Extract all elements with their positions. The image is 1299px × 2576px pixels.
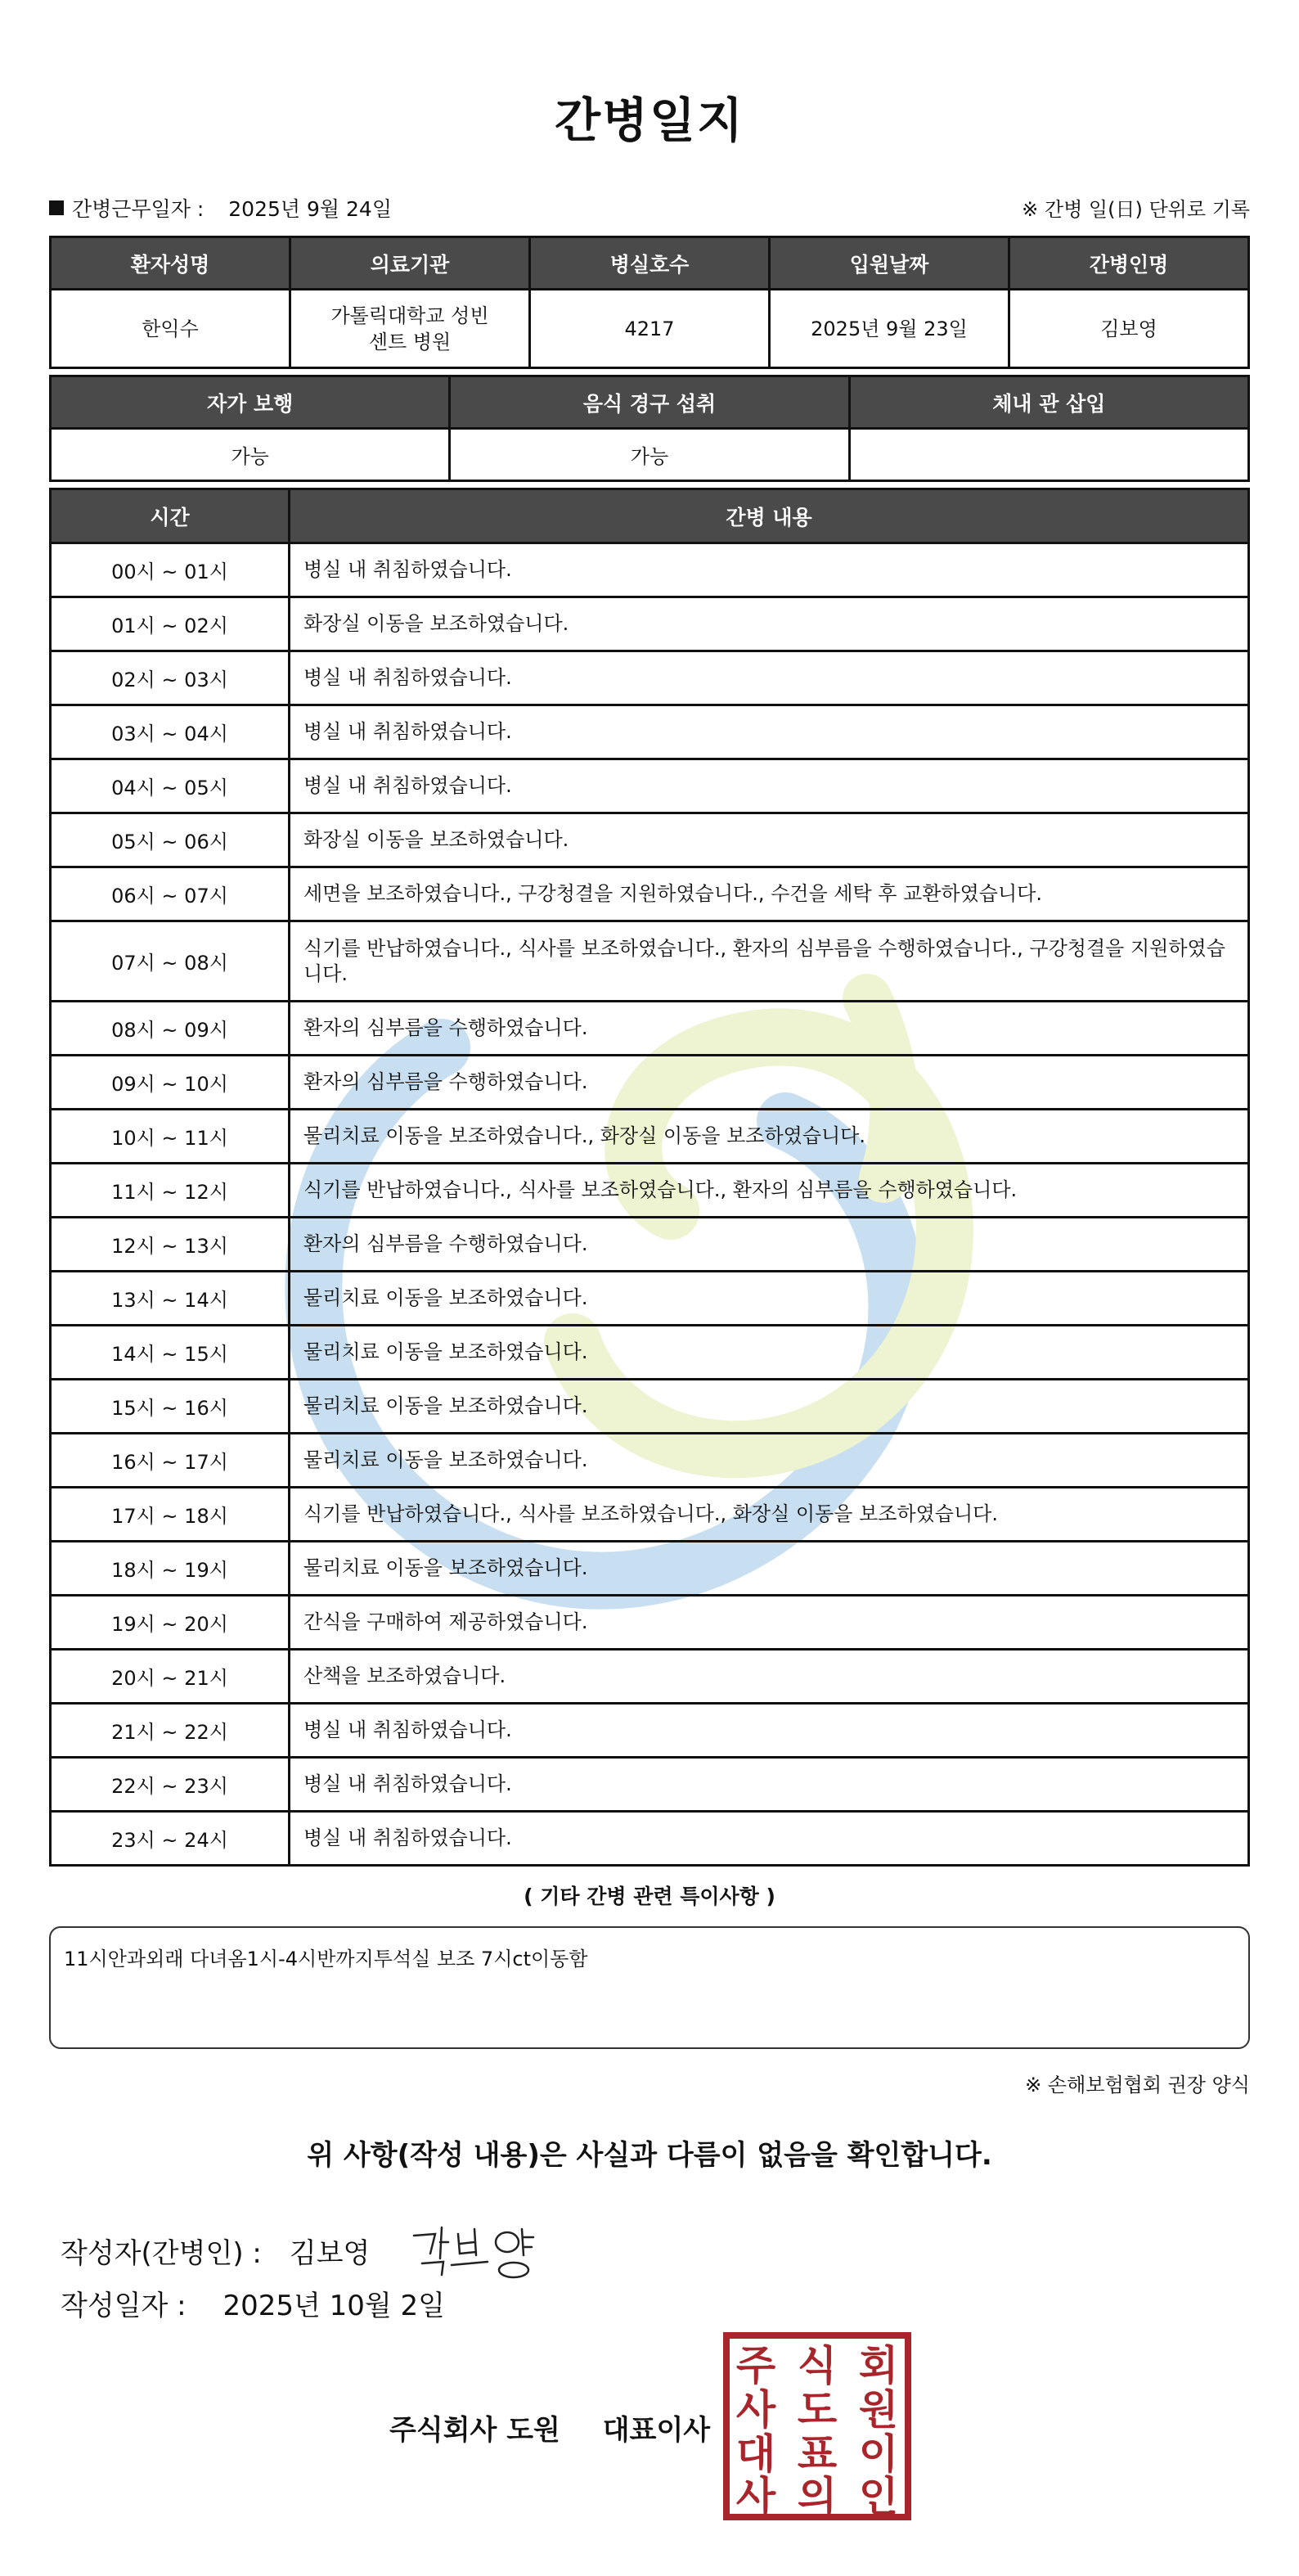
company-name: 주식회사 도원: [389, 2414, 560, 2447]
log-row: [51, 867, 1249, 921]
notes-text: 11시안과외래 다녀옴1시-4시반까지투석실 보조 7시ct이동함: [64, 1948, 588, 1970]
work-date-value: 2025년 9월 24일: [228, 197, 392, 221]
log-time: 18시 ~ 19시: [51, 1542, 290, 1596]
tube-status: [849, 429, 1248, 481]
log-content: 화장실 이동을 보조하였습니다.: [290, 597, 1249, 651]
work-date-label: 간병근무일자 :: [72, 197, 205, 221]
log-row: [51, 1704, 1249, 1758]
company-rep: 대표이사: [602, 2414, 711, 2447]
writer-name: 김보영: [289, 2236, 371, 2270]
seal-char: 사: [735, 2473, 776, 2520]
header-hospital: 의료기관: [290, 237, 530, 290]
log-row: [51, 1326, 1249, 1380]
header-admission-date: 입원날짜: [770, 237, 1009, 290]
written-date-label: 작성일자 :: [61, 2290, 187, 2322]
log-time: 08시 ~ 09시: [51, 1002, 290, 1056]
log-row: [51, 1164, 1249, 1218]
log-content: 환자의 심부름을 수행하였습니다.: [290, 1002, 1249, 1056]
log-row: [51, 1488, 1249, 1542]
log-row: [51, 1272, 1249, 1326]
log-time: 01시 ~ 02시: [51, 597, 290, 651]
log-content: 물리치료 이동을 보조하였습니다.: [290, 1326, 1249, 1380]
log-row: [51, 543, 1249, 597]
log-content: 환자의 심부름을 수행하였습니다.: [290, 1218, 1249, 1272]
log-content: 물리치료 이동을 보조하였습니다.: [290, 1380, 1249, 1434]
log-time: 05시 ~ 06시: [51, 813, 290, 867]
seal-char: 의: [797, 2473, 838, 2520]
caregiver-name: 김보영: [1009, 290, 1249, 368]
log-content: 병실 내 취침하였습니다.: [290, 651, 1249, 705]
log-time: 10시 ~ 11시: [51, 1110, 290, 1164]
notes-box: [49, 1926, 1250, 2049]
written-date-line: [61, 2283, 445, 2323]
header-care-content: 간병 내용: [290, 489, 1249, 543]
care-log-table: [49, 488, 1250, 1867]
log-content: 병실 내 취침하였습니다.: [290, 1758, 1249, 1812]
log-time: 00시 ~ 01시: [51, 543, 290, 597]
log-row: [51, 1542, 1249, 1596]
seal-char: 원: [858, 2386, 899, 2434]
log-content: 병실 내 취침하였습니다.: [290, 1812, 1249, 1866]
log-time: 15시 ~ 16시: [51, 1380, 290, 1434]
log-content: 세면을 보조하였습니다., 구강청결을 지원하였습니다., 수건을 세탁 후 교환하였습니다.: [290, 867, 1249, 921]
log-content: 화장실 이동을 보조하였습니다.: [290, 813, 1249, 867]
patient-name: 한익수: [51, 290, 290, 368]
log-time: 23시 ~ 24시: [51, 1812, 290, 1866]
log-time: 06시 ~ 07시: [51, 867, 290, 921]
log-time: 03시 ~ 04시: [51, 705, 290, 759]
writer-label: 작성자(간병인) :: [61, 2236, 262, 2270]
log-time: 19시 ~ 20시: [51, 1596, 290, 1650]
log-content: 물리치료 이동을 보조하였습니다.: [290, 1434, 1249, 1488]
record-unit-note: ※ 간병 일(日) 단위로 기록: [1022, 198, 1250, 221]
hospital-name: 가톨릭대학교 성빈센트 병원: [290, 290, 530, 368]
written-date-value: 2025년 10월 2일: [222, 2290, 446, 2322]
patient-info-table: [49, 236, 1250, 369]
company-line: [389, 2407, 710, 2448]
log-row: [51, 1812, 1249, 1866]
seal-char: 식: [797, 2342, 838, 2389]
log-content: 식기를 반납하였습니다., 식사를 보조하였습니다., 환자의 심부름을 수행하였습니다., 구강청결을 지원하였습니다.: [290, 921, 1249, 1002]
work-date: [49, 193, 392, 223]
log-content: 병실 내 취침하였습니다.: [290, 1704, 1249, 1758]
log-content: 산책을 보조하였습니다.: [290, 1650, 1249, 1704]
log-content: 식기를 반납하였습니다., 식사를 보조하였습니다., 환자의 심부름을 수행하였습니다.: [290, 1164, 1249, 1218]
seal-char: 이: [858, 2430, 899, 2478]
log-row: [51, 705, 1249, 759]
log-row: [51, 597, 1249, 651]
page-title: 간병일지: [554, 92, 745, 148]
log-row: [51, 1380, 1249, 1434]
seal-char: 도: [797, 2386, 838, 2434]
log-content: 환자의 심부름을 수행하였습니다.: [290, 1056, 1249, 1110]
signature-image: [406, 2218, 545, 2283]
bullet-square-icon: [49, 200, 64, 215]
seal-char: 회: [858, 2342, 899, 2389]
log-row: [51, 759, 1249, 813]
insurance-note: ※ 손해보험협회 권장 양식: [1025, 2074, 1250, 2096]
log-time: 20시 ~ 21시: [51, 1650, 290, 1704]
header-tube: 체내 관 삽입: [849, 376, 1248, 429]
log-time: 14시 ~ 15시: [51, 1326, 290, 1380]
log-time: 02시 ~ 03시: [51, 651, 290, 705]
log-content: 물리치료 이동을 보조하였습니다.: [290, 1542, 1249, 1596]
log-content: 병실 내 취침하였습니다.: [290, 705, 1249, 759]
log-row: [51, 921, 1249, 1002]
seal-char: 대: [735, 2430, 776, 2478]
log-row: [51, 1002, 1249, 1056]
header-walking: 자가 보행: [51, 376, 450, 429]
log-row: [51, 1434, 1249, 1488]
log-row: [51, 1596, 1249, 1650]
log-content: 병실 내 취침하였습니다.: [290, 543, 1249, 597]
log-time: 11시 ~ 12시: [51, 1164, 290, 1218]
seal-char: 인: [858, 2473, 899, 2520]
log-row: [51, 1758, 1249, 1812]
seal-char: 표: [797, 2430, 838, 2478]
header-oral-intake: 음식 경구 섭취: [450, 376, 849, 429]
walking-status: 가능: [51, 429, 450, 481]
log-row: [51, 1110, 1249, 1164]
log-time: 17시 ~ 18시: [51, 1488, 290, 1542]
patient-status-table: [49, 375, 1250, 482]
header-room: 병실호수: [530, 237, 770, 290]
oral-intake-status: 가능: [450, 429, 849, 481]
notes-title: ( 기타 간병 관련 특이사항 ): [524, 1885, 775, 1908]
log-time: 16시 ~ 17시: [51, 1434, 290, 1488]
log-content: 병실 내 취침하였습니다.: [290, 759, 1249, 813]
room-number: 4217: [530, 290, 770, 368]
header-time: 시간: [51, 489, 290, 543]
seal-char: 사: [735, 2386, 776, 2434]
log-row: [51, 1056, 1249, 1110]
log-row: [51, 651, 1249, 705]
log-time: 13시 ~ 14시: [51, 1272, 290, 1326]
writer-line: [61, 2218, 545, 2283]
log-time: 21시 ~ 22시: [51, 1704, 290, 1758]
header-patient-name: 환자성명: [51, 237, 290, 290]
company-seal-stamp: [723, 2332, 911, 2520]
log-row: [51, 813, 1249, 867]
log-content: 간식을 구매하여 제공하였습니다.: [290, 1596, 1249, 1650]
log-content: 물리치료 이동을 보조하였습니다., 화장실 이동을 보조하였습니다.: [290, 1110, 1249, 1164]
confirm-statement: 위 사항(작성 내용)은 사실과 다름이 없음을 확인합니다.: [307, 2139, 992, 2172]
log-time: 07시 ~ 08시: [51, 921, 290, 1002]
log-time: 04시 ~ 05시: [51, 759, 290, 813]
seal-char: 주: [735, 2342, 776, 2389]
header-caregiver: 간병인명: [1009, 237, 1249, 290]
log-time: 09시 ~ 10시: [51, 1056, 290, 1110]
log-content: 식기를 반납하였습니다., 식사를 보조하였습니다., 화장실 이동을 보조하였습니다.: [290, 1488, 1249, 1542]
log-row: [51, 1650, 1249, 1704]
log-time: 12시 ~ 13시: [51, 1218, 290, 1272]
log-row: [51, 1218, 1249, 1272]
log-time: 22시 ~ 23시: [51, 1758, 290, 1812]
admission-date: 2025년 9월 23일: [770, 290, 1009, 368]
log-content: 물리치료 이동을 보조하였습니다.: [290, 1272, 1249, 1326]
